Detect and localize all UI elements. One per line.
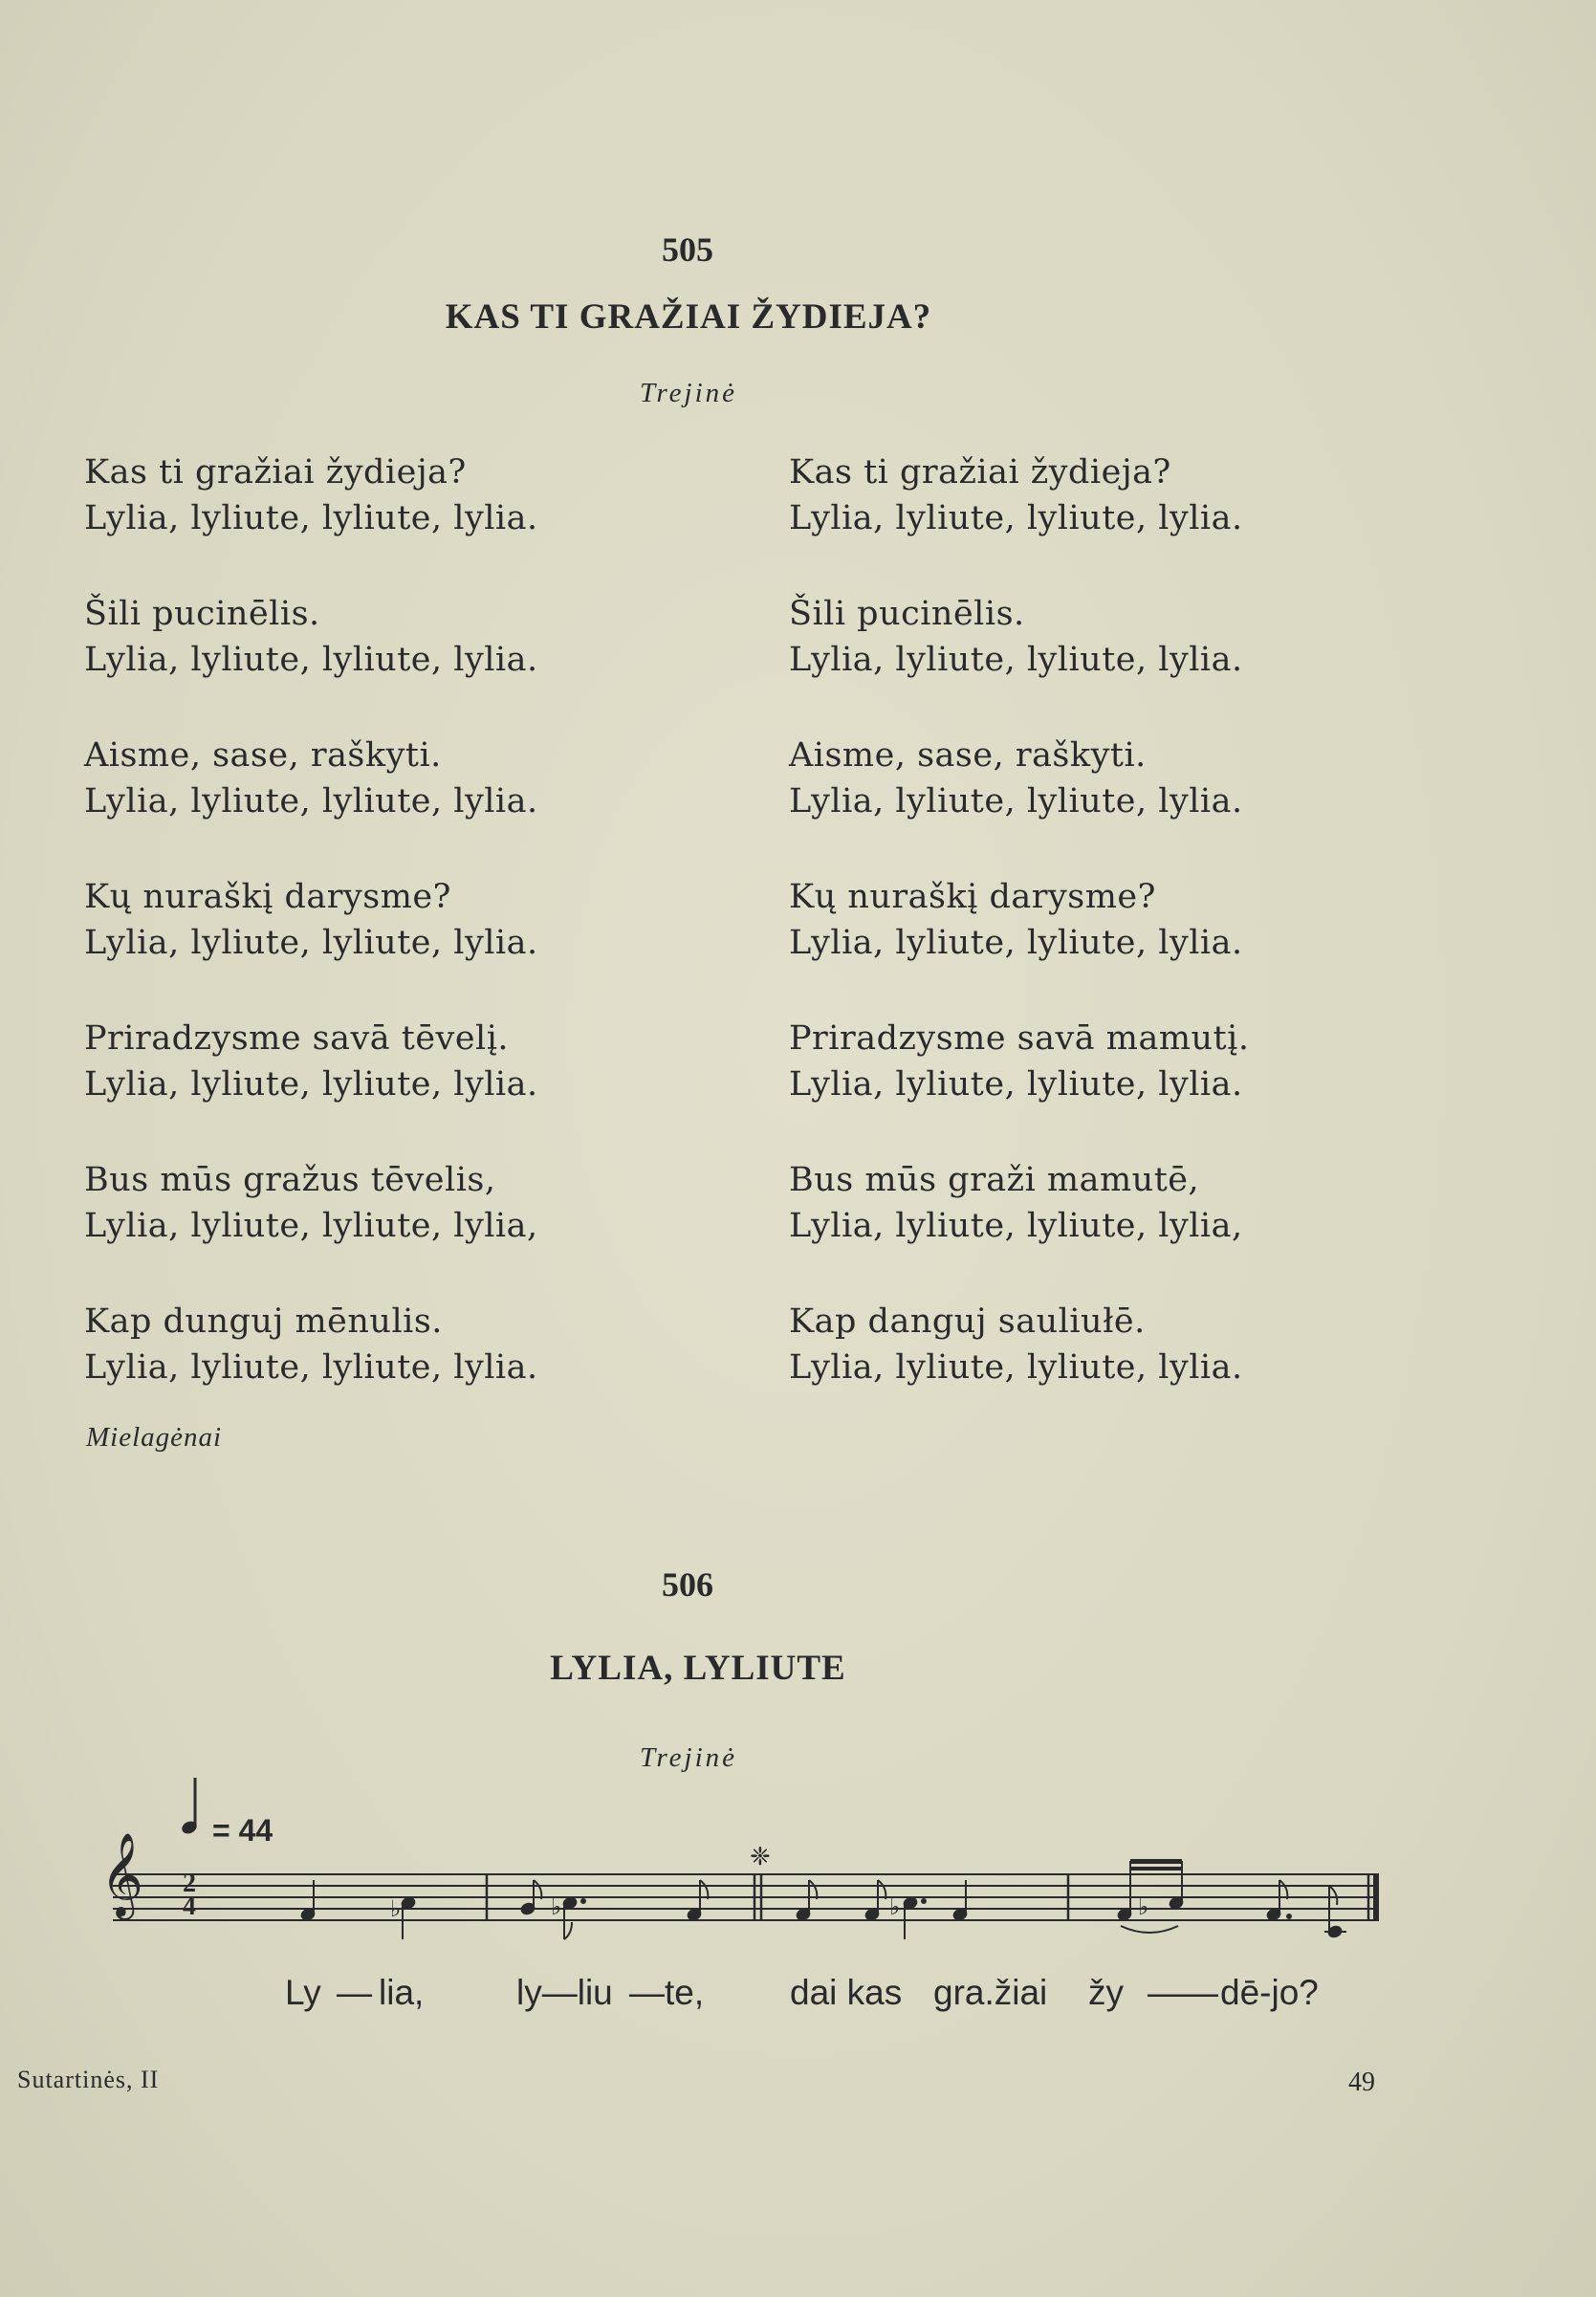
lyric-syllable: Ly <box>285 1973 321 2012</box>
treble-clef-icon: 𝄞 <box>100 1831 143 1916</box>
verse-line: Kap dunguj mēnulis. <box>84 1302 443 1341</box>
lyric-syllable: žy <box>1088 1973 1124 2012</box>
svg-text:♭: ♭ <box>390 1895 402 1922</box>
verse-line: Bus mūs graži mamutē, <box>789 1161 1200 1199</box>
lyric-syllable: ly—liu <box>516 1973 613 2012</box>
song-506-title: LYLIA, LYLIUTE <box>550 1649 846 1688</box>
stanza <box>84 1157 620 1299</box>
svg-text:❈: ❈ <box>750 1846 771 1871</box>
source-title: Sutartinės, II <box>17 2066 160 2093</box>
lyric-syllable: gra.žiai <box>933 1973 1048 2012</box>
verse-line: Kap danguj sauliułē. <box>789 1302 1146 1341</box>
stanza <box>84 1299 620 1440</box>
verse-line: Kų nuraškį darysme? <box>789 878 1156 916</box>
stanza <box>789 733 1324 874</box>
verse-line: Priradzysme savā tēvelį. <box>84 1019 510 1058</box>
verse-line: Aisme, sase, raškyti. <box>789 736 1147 775</box>
lyric-hyphen: —— <box>1148 1973 1218 2012</box>
verse-line: Kas ti gražiai žydieja? <box>789 453 1171 492</box>
verse-line: Šili pucinēlis. <box>84 595 320 633</box>
refrain-line: Lylia, lyliute, lyliute, lylia, <box>789 1207 1243 1245</box>
stanza <box>84 733 620 874</box>
lyric-syllable: lia, <box>379 1973 425 2012</box>
refrain-line: Lylia, lyliute, lyliute, lylia. <box>789 782 1243 820</box>
lyric-hyphen: — <box>337 1973 372 2012</box>
refrain-line: Lylia, lyliute, lyliute, lylia, <box>84 1207 538 1245</box>
refrain-line: Lylia, lyliute, lyliute, lylia. <box>789 1348 1243 1387</box>
lyric-syllable: —te, <box>629 1973 705 2012</box>
svg-text:♭: ♭ <box>551 1893 562 1920</box>
refrain-line: Lylia, lyliute, lyliute, lylia. <box>789 924 1243 962</box>
tempo-marking: = 44 <box>212 1813 273 1848</box>
song-505-number: 505 <box>662 230 713 269</box>
svg-text:♭: ♭ <box>1138 1893 1149 1920</box>
song-505-title: KAS TI GRAŽIAI ŽYDIEJA? <box>445 297 932 337</box>
verse-line: Priradzysme savā mamutį. <box>789 1019 1250 1058</box>
song-506-subtitle: Trejinė <box>639 1742 738 1773</box>
place-of-origin: Mielagėnai <box>86 1422 223 1453</box>
stanza <box>84 1016 620 1157</box>
refrain-line: Lylia, lyliute, lyliute, lylia. <box>84 1348 538 1387</box>
stanza <box>789 874 1324 1016</box>
refrain-line: Lylia, lyliute, lyliute, lylia. <box>84 499 538 537</box>
verse-line: Kų nuraškį darysme? <box>84 878 451 916</box>
stanza <box>789 1299 1324 1440</box>
verse-line: Kas ti gražiai žydieja? <box>84 453 467 492</box>
song-506-number: 506 <box>662 1565 713 1604</box>
refrain-line: Lylia, lyliute, lyliute, lylia. <box>84 782 538 820</box>
refrain-line: Lylia, lyliute, lyliute, lylia. <box>84 1065 538 1104</box>
stanza <box>84 874 620 1016</box>
song-505-subtitle: Trejinė <box>639 378 738 408</box>
verse-line: Šili pucinēlis. <box>789 595 1025 633</box>
lyric-syllable: dē-jo? <box>1220 1973 1319 2012</box>
verse-line: Bus mūs gražus tēvelis, <box>84 1161 496 1199</box>
stanza <box>789 449 1324 591</box>
lyrics-right-column <box>789 449 1324 1440</box>
notes <box>96 1846 1396 1970</box>
page-number: 49 <box>1348 2067 1375 2097</box>
time-signature-top: 2 <box>183 1869 196 1898</box>
refrain-line: Lylia, lyliute, lyliute, lylia. <box>84 641 538 679</box>
stanza <box>789 591 1324 733</box>
refrain-line: Lylia, lyliute, lyliute, lylia. <box>789 499 1243 537</box>
refrain-line: Lylia, lyliute, lyliute, lylia. <box>84 924 538 962</box>
verse-line: Aisme, sase, raškyti. <box>84 736 442 775</box>
refrain-line: Lylia, lyliute, lyliute, lylia. <box>789 1065 1243 1104</box>
lyric-syllable: dai kas <box>790 1973 903 2012</box>
refrain-line: Lylia, lyliute, lyliute, lylia. <box>789 641 1243 679</box>
lyrics-left-column <box>84 449 620 1440</box>
time-signature-bottom: 4 <box>183 1892 196 1921</box>
quarter-note-icon <box>180 1774 208 1837</box>
stanza <box>84 591 620 733</box>
stanza <box>84 449 620 591</box>
svg-text:♭: ♭ <box>889 1893 901 1920</box>
stanza <box>789 1157 1324 1299</box>
stanza <box>789 1016 1324 1157</box>
